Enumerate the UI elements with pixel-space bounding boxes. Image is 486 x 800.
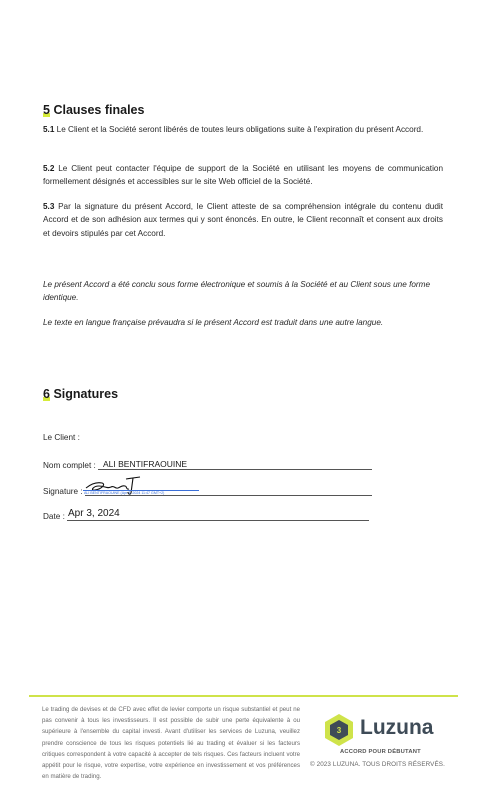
section-6-title: Signatures xyxy=(53,387,119,401)
clause-5-3-text: Par la signature du présent Accord, le Client atteste de sa compréhension intégrale du contenu dudit Accord et de son adhésion aux termes qui y sont énoncés. En outre, le Client reconnaît et consent aux droits et devoirs stipulés par cet Accord. xyxy=(43,202,443,238)
copyright: © 2023 LUZUNA. TOUS DROITS RÉSERVÉS. xyxy=(310,761,445,768)
clause-5-1-number: 5.1 xyxy=(43,125,55,134)
clause-5-1-text: Le Client et la Société seront libérés de toutes leurs obligations suite à l'expiration du présent Accord. xyxy=(56,125,424,134)
language-note: Le texte en langue française prévaudra si le présent Accord est traduit dans une autre langue. xyxy=(43,318,384,327)
fullname-value: ALI BENTIFRAOUINE xyxy=(103,459,188,469)
client-label: Le Client : xyxy=(43,433,80,442)
luzuna-logo-icon xyxy=(323,713,355,747)
fullname-row xyxy=(43,459,372,470)
brand-name: Luzuna xyxy=(360,716,434,739)
date-value: Apr 3, 2024 xyxy=(68,508,120,519)
section-5-number: 5 xyxy=(43,103,50,117)
tagline: ACCORD POUR DÉBUTANT xyxy=(340,749,421,755)
logo-digit: 3 xyxy=(336,726,342,735)
section-6-heading xyxy=(43,387,118,401)
signature-caption: ALI BENTIFRAOUINE (Apr 3, 2024 11:47 GMT+2) xyxy=(84,491,165,495)
date-label: Date : xyxy=(43,512,65,521)
risk-disclaimer: Le trading de devises et de CFD avec effet de levier comporte un risque substantiel et peut ne pas convenir à tous les investisseurs. Il est possible de subir une perte équivalente à ou supérieure à l'ensemble du capital investi. Avant d'utiliser les services de Luzuna, veuillez prendre conscience de tous les risques potentiels lié au trading et évaluer si les facteurs critiques correspondent à votre capacité à accepter de tels risques. Ces facteurs incluent votre appétit pour le risque, votre expertise, votre expérience en investissement et vos préférences en matière de trading. xyxy=(42,706,300,781)
clause-5-1 xyxy=(43,123,443,136)
clause-5-2-number: 5.2 xyxy=(43,164,55,173)
clause-5-2-text: Le Client peut contacter l'équipe de support de la Société en utilisant les moyens de communication formellement désignés et accessibles sur le site Web officiel de la Société. xyxy=(43,164,443,187)
signature-label: Signature : xyxy=(43,487,83,496)
section-6-number: 6 xyxy=(43,387,50,401)
clause-5-3-number: 5.3 xyxy=(43,202,55,211)
electronic-form-note: Le présent Accord a été conclu sous forme électronique et soumis à la Société et au Client sous une forme identique. xyxy=(43,280,430,303)
clause-5-3 xyxy=(43,200,443,240)
clause-5-2 xyxy=(43,162,443,189)
fullname-label: Nom complet : xyxy=(43,461,96,470)
section-5-title: Clauses finales xyxy=(53,103,145,117)
section-5-heading xyxy=(43,103,144,117)
footer-accent-line xyxy=(29,695,458,697)
